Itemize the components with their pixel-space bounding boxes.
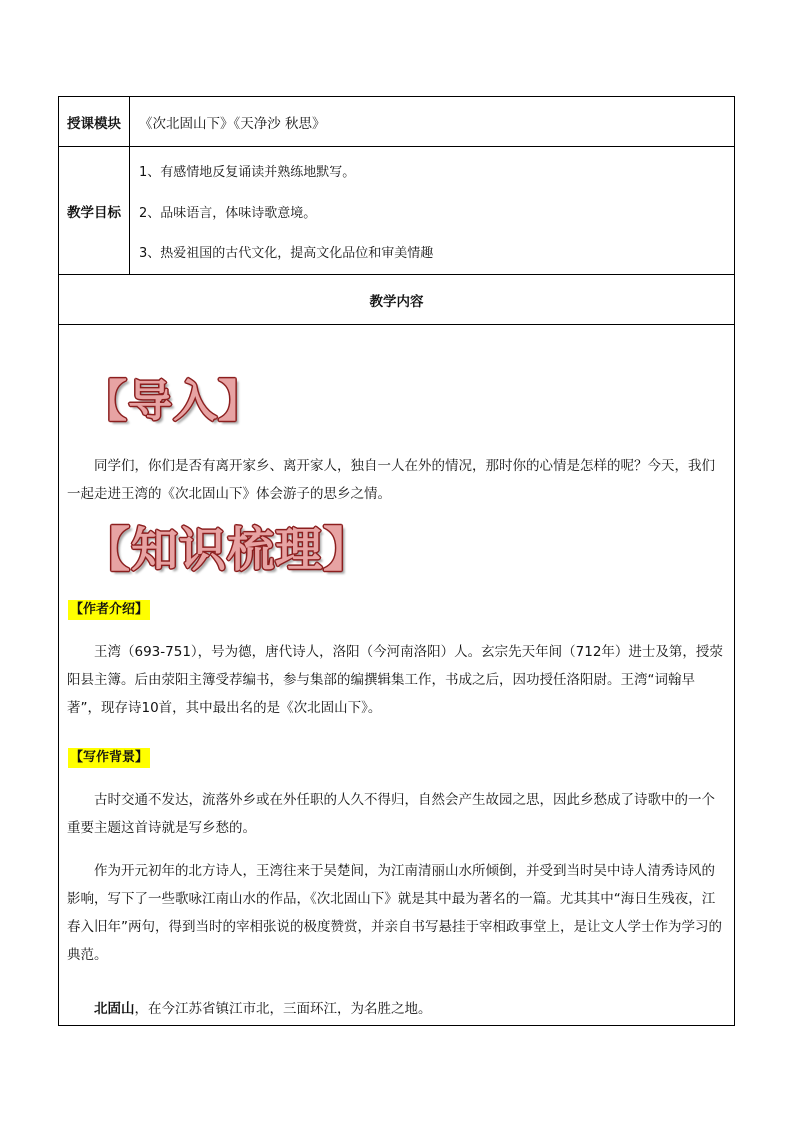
goal-item: 1、有感情地反复诵读并熟练地默写。	[139, 165, 356, 180]
knowledge-banner: 【知识梳理】	[83, 523, 371, 578]
goal-item: 2、品味语言，体味诗歌意境。	[139, 206, 317, 221]
content-heading: 教学内容	[369, 293, 424, 310]
background-paragraph-2: 作为开元初年的北方诗人，王湾往来于吴楚间，为江南清丽山水所倾倒，并受到当时吴中诗人清秀诗风的影响，写下了一些歌咏江南山水的作品，《次北固山下》就是其中最为著名的一篇。尤其其中“海日生残夜，江春入旧年”两句，得到当时的宰相张说的极度赞赏，并亲自书写悬挂于宰相政事堂上，是让文人学士作为学习的典范。	[67, 863, 722, 963]
lesson-plan-table	[58, 96, 735, 1026]
author-tag: 【作者介绍】	[68, 600, 150, 620]
beigushan-text: ，在今江苏省镇江市北，三面环江，为名胜之地。	[134, 1001, 432, 1017]
intro-paragraph: 同学们，你们是否有离开家乡、离开家人，独自一人在外的情况，那时你的心情是怎样的呢？今天，我们一起走进王湾的《次北固山下》体会游子的思乡之情。	[67, 458, 715, 502]
background-paragraph-1: 古时交通不发达，流落外乡或在外任职的人久不得归，自然会产生故园之思，因此乡愁成了诗歌中的一个重要主题这首诗就是写乡愁的。	[67, 792, 715, 836]
module-value: 《次北固山下》《天净沙 秋思》	[139, 115, 326, 132]
content-header-row	[59, 275, 734, 325]
goals-row	[59, 147, 734, 275]
module-label: 授课模块	[59, 97, 130, 146]
goal-item: 3、热爱祖国的古代文化，提高文化品位和审美情趣	[139, 246, 434, 261]
background-tag: 【写作背景】	[68, 748, 150, 768]
goals-label: 教学目标	[59, 147, 130, 274]
beigushan-paragraph	[67, 995, 727, 1023]
intro-banner: 【导入】	[83, 376, 263, 427]
author-paragraph: 王湾（693-751），号为德，唐代诗人，洛阳（今河南洛阳）人。玄宗先天年间（712年）进士及第，授荥阳县主簿。后由荥阳主簿受荐编书，参与集部的编撰辑集工作，书成之后，因功授任洛阳尉。王湾“词翰早著”，现存诗10首，其中最出名的是《次北固山下》。	[67, 644, 723, 716]
beigushan-term: 北固山	[94, 1001, 135, 1017]
module-row	[59, 97, 734, 147]
goals-list	[130, 147, 734, 274]
